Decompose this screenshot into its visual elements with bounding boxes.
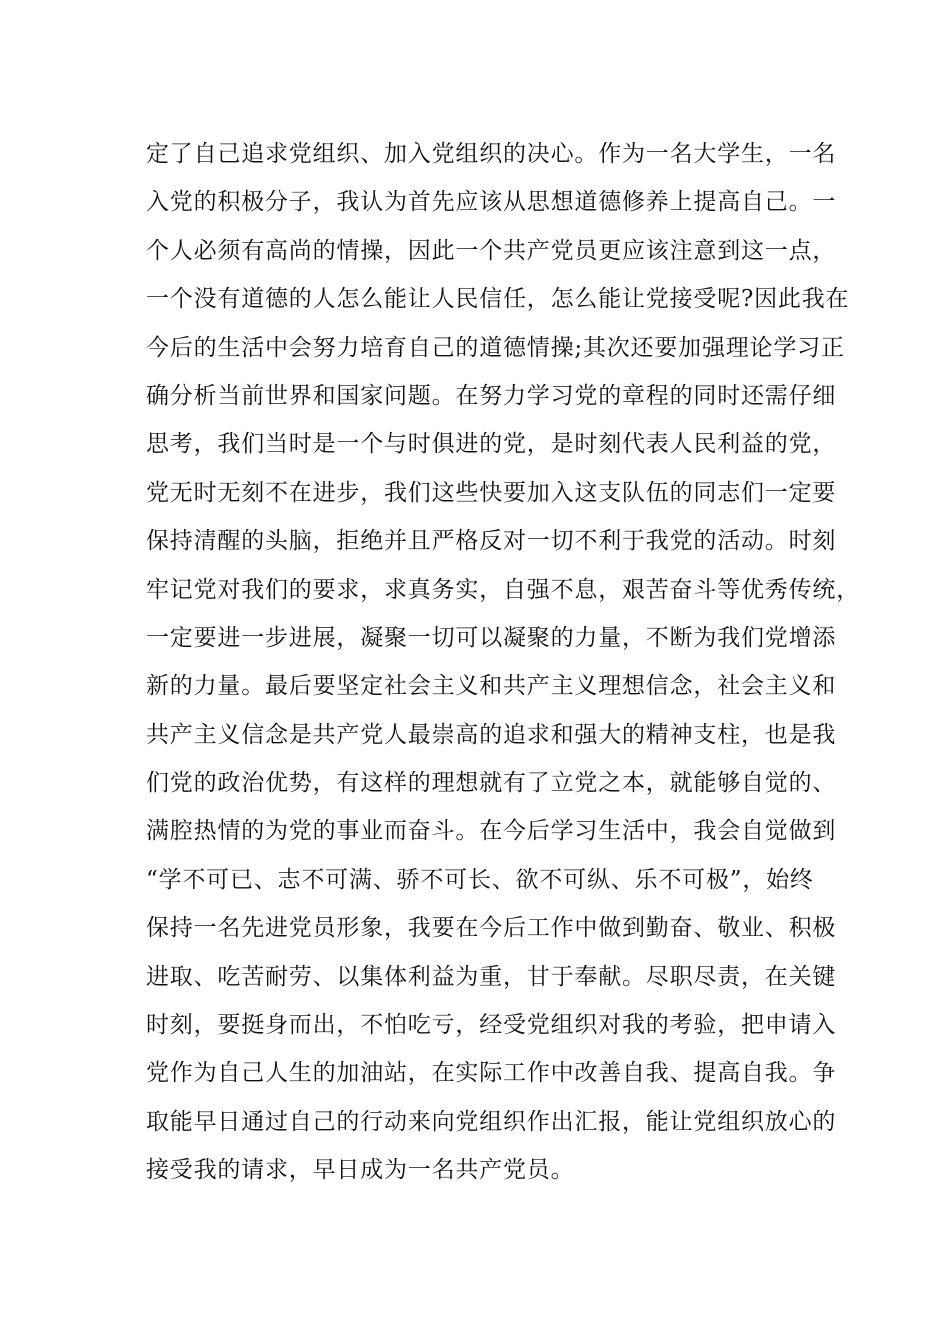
- body-text: [146, 134, 860, 1199]
- text-line: “学不可已、志不可满、骄不可长、欲不可纵、乐不可极”，始终: [146, 866, 814, 893]
- text-line: 时刻，要挺身而出，不怕吃亏，经受党组织对我的考验，把申请入: [146, 1012, 837, 1039]
- text-line: 党作为自己人生的加油站，在实际工作中改善自我、提高自我。争: [146, 1060, 837, 1087]
- text-line: 接受我的请求，早日成为一名共产党员。: [146, 1157, 575, 1184]
- text-line: 一定要进一步进展，凝聚一切可以凝聚的力量，不断为我们党增添: [146, 624, 837, 651]
- text-line: 牢记党对我们的要求，求真务实，自强不息，艰苦奋斗等优秀传统，: [146, 576, 860, 603]
- text-line: 取能早日通过自己的行动来向党组织作出汇报，能让党组织放心的: [146, 1108, 837, 1135]
- text-line: 共产主义信念是共产党人最崇高的追求和强大的精神支柱，也是我: [146, 721, 837, 748]
- text-line: 们党的政治优势，有这样的理想就有了立党之本，就能够自觉的、: [146, 770, 837, 797]
- text-line: 定了自己追求党组织、加入党组织的决心。作为一名大学生，一名: [146, 141, 837, 167]
- text-line: 入党的积极分子，我认为首先应该从思想道德修养上提高自己。一: [146, 189, 837, 216]
- text-line: 今后的生活中会努力培育自己的道德情操;其次还要加强理论学习正: [146, 334, 845, 361]
- text-line: 党无时无刻不在进步，我们这些快要加入这支队伍的同志们一定要: [146, 479, 837, 506]
- text-line: 进取、吃苦耐劳、以集体利益为重，甘于奉献。尽职尽责，在关键: [146, 963, 837, 990]
- text-line: 个人必须有高尚的情操，因此一个共产党员更应该注意到这一点，: [146, 237, 837, 264]
- text-line: 一个没有道德的人怎么能让人民信任，怎么能让党接受呢?因此我在: [146, 286, 850, 313]
- text-line: 保持清醒的头脑，拒绝并且严格反对一切不利于我党的活动。时刻: [146, 528, 837, 555]
- text-line: 保持一名先进党员形象，我要在今后工作中做到勤奋、敬业、积极: [146, 915, 837, 942]
- text-line: 思考，我们当时是一个与时俱进的党，是时刻代表人民利益的党，: [146, 431, 837, 458]
- text-line: 满腔热情的为党的事业而奋斗。在今后学习生活中，我会自觉做到: [146, 818, 837, 845]
- text-line: 确分析当前世界和国家问题。在努力学习党的章程的同时还需仔细: [146, 382, 837, 409]
- text-line: 新的力量。最后要坚定社会主义和共产主义理想信念，社会主义和: [146, 673, 837, 700]
